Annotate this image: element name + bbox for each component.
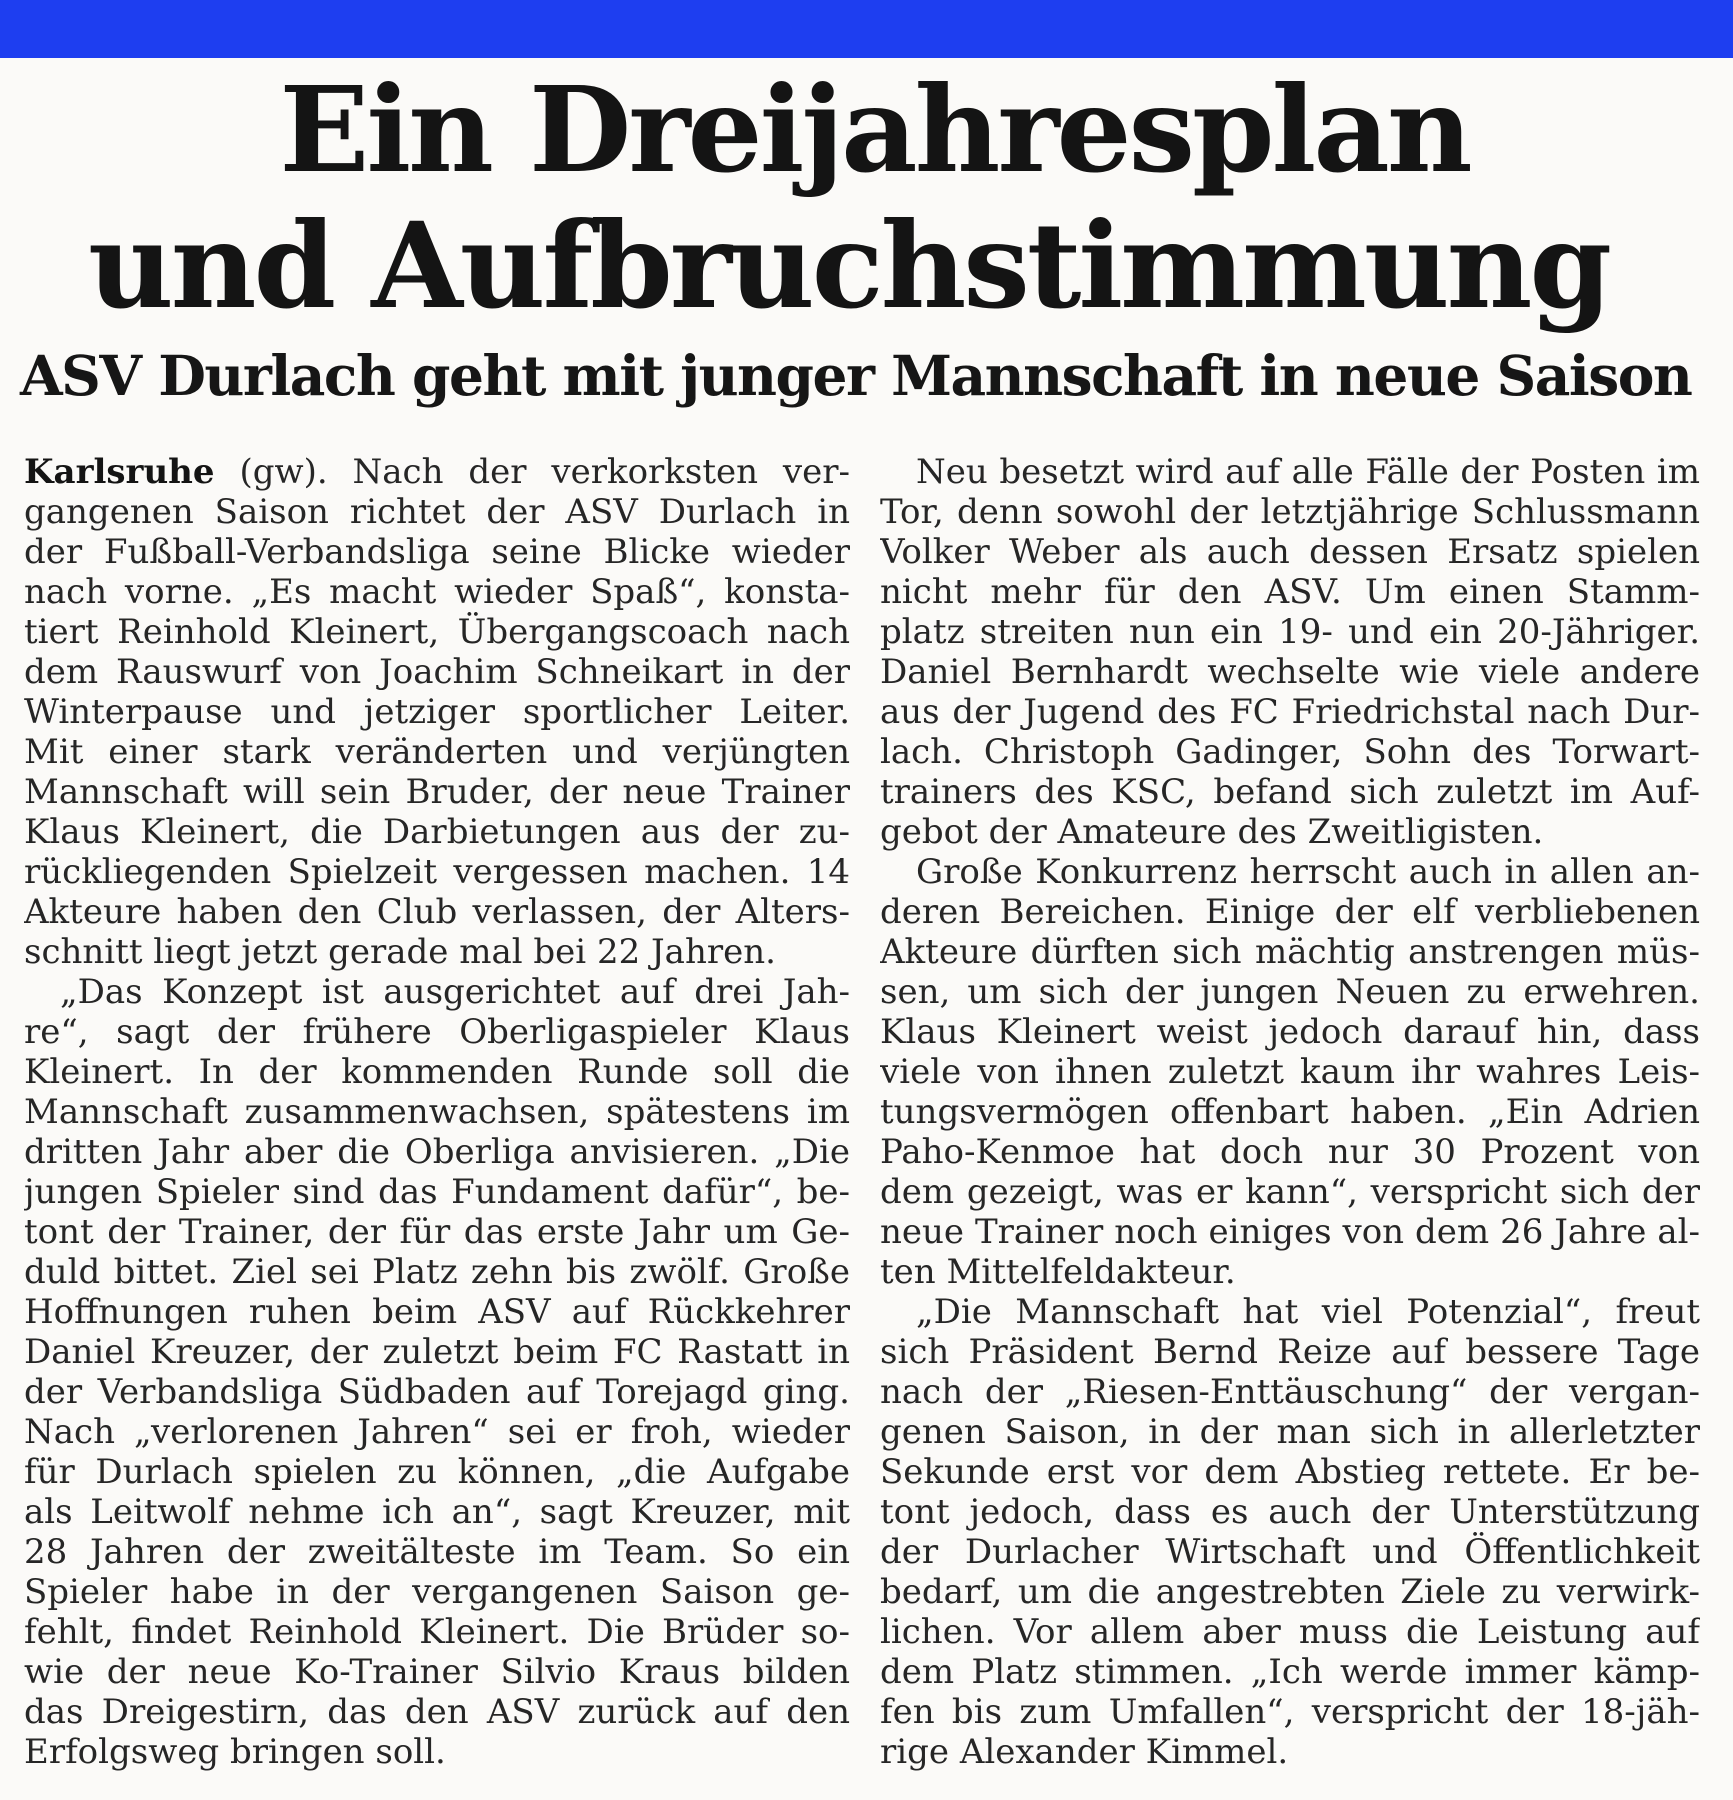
article-line: jungen Spieler sind das Fundament dafür“, be- <box>24 1172 850 1212</box>
article-line: trainers des KSC, befand sich zuletzt im Auf- <box>880 772 1700 812</box>
article-line: fen bis zum Umfallen“, verspricht der 18-jäh- <box>880 1692 1700 1732</box>
article-line: dem gezeigt, was er kann“, verspricht sich der <box>880 1172 1700 1212</box>
article-line: lach. Christoph Gadinger, Sohn des Torwart- <box>880 732 1700 772</box>
article-line: Tor, denn sowohl der letztjährige Schlussmann <box>880 492 1700 532</box>
article-line: „Die Mannschaft hat viel Potenzial“, freut <box>916 1292 1700 1332</box>
article-line: Kleinert. In der kommenden Runde soll die <box>24 1052 850 1092</box>
article-line: sich Präsident Bernd Reize auf bessere Tage <box>880 1332 1700 1372</box>
article-line: für Durlach spielen zu können, „die Aufgabe <box>24 1452 850 1492</box>
article-line: dem Rauswurf von Joachim Schneikart in der <box>24 652 850 692</box>
article-line: Mannschaft will sein Bruder, der neue Trainer <box>24 772 850 812</box>
article-line: fehlt, findet Reinhold Kleinert. Die Brüder so- <box>24 1612 850 1652</box>
article-line: gangenen Saison richtet der ASV Durlach in <box>24 492 850 532</box>
article-line: ten Mittelfeldakteur. <box>880 1252 1236 1292</box>
article-line: 28 Jahren der zweitälteste im Team. So ein <box>24 1532 850 1572</box>
top-color-bar <box>0 0 1733 58</box>
article-line: lichen. Vor allem aber muss die Leistung auf <box>880 1612 1700 1652</box>
article-line: duld bittet. Ziel sei Platz zehn bis zwölf. Große <box>24 1252 850 1292</box>
article-line-text: (gw). Nach der verkorksten ver- <box>239 452 850 492</box>
article-line: rige Alexander Kimmel. <box>880 1732 1289 1772</box>
article-line: Akteure haben den Club verlassen, der Alters- <box>24 892 850 932</box>
article-line: dem Platz stimmen. „Ich werde immer kämp- <box>880 1652 1700 1692</box>
article-line: gebot der Amateure des Zweitligisten. <box>880 812 1544 852</box>
article-line: rückliegenden Spielzeit vergessen machen. 14 <box>24 852 850 892</box>
article-line: neue Trainer noch einiges von dem 26 Jahre al- <box>880 1212 1700 1252</box>
article-line: Paho-Kenmoe hat doch nur 30 Prozent von <box>880 1132 1700 1172</box>
article-line: wie der neue Ko-Trainer Silvio Kraus bilden <box>24 1652 850 1692</box>
article-line: bedarf, um die angestrebten Ziele zu verwirk- <box>880 1572 1700 1612</box>
article-line: Akteure dürften sich mächtig anstrengen müs- <box>880 932 1700 972</box>
article-line: Mit einer stark veränderten und verjüngten <box>24 732 850 772</box>
subheadline: ASV Durlach geht mit junger Mannschaft in neue Saison <box>20 343 1692 408</box>
dateline: Karlsruhe <box>24 452 215 492</box>
article-line: deren Bereichen. Einige der elf verbliebenen <box>880 892 1700 932</box>
article-line: schnitt liegt jetzt gerade mal bei 22 Jahren. <box>24 932 776 972</box>
article-line: Neu besetzt wird auf alle Fälle der Posten im <box>916 452 1700 492</box>
article-line: der Verbandsliga Südbaden auf Torejagd ging. <box>24 1372 850 1412</box>
article-line: das Dreigestirn, das den ASV zurück auf den <box>24 1692 850 1732</box>
article-line: platz streiten nun ein 19- und ein 20-Jähriger. <box>880 612 1700 652</box>
article-line: Nach „verlorenen Jahren“ sei er froh, wieder <box>24 1412 850 1452</box>
article-line <box>24 452 850 492</box>
article-line: aus der Jugend des FC Friedrichstal nach Dur- <box>880 692 1700 732</box>
article-line: Daniel Bernhardt wechselte wie viele andere <box>880 652 1700 692</box>
article-line: nach der „Riesen-Enttäuschung“ der vergan- <box>880 1372 1700 1412</box>
article-line: Klaus Kleinert weist jedoch darauf hin, dass <box>880 1012 1700 1052</box>
article-line: tont der Trainer, der für das erste Jahr um Ge- <box>24 1212 850 1252</box>
article-line: Klaus Kleinert, die Darbietungen aus der zu- <box>24 812 850 852</box>
headline-line-2: und Aufbruchstimmung <box>88 196 1609 335</box>
article-line: „Das Konzept ist ausgerichtet auf drei Jah- <box>60 972 850 1012</box>
article-column-left <box>24 452 850 1772</box>
article-line: Volker Weber als auch dessen Ersatz spielen <box>880 532 1700 572</box>
article-line: nicht mehr für den ASV. Um einen Stamm- <box>880 572 1700 612</box>
article-line: Große Konkurrenz herrscht auch in allen an- <box>916 852 1700 892</box>
article-column-right <box>880 452 1700 1772</box>
article-line: dritten Jahr aber die Oberliga anvisieren. „Die <box>24 1132 850 1172</box>
article-line: Winterpause und jetziger sportlicher Leiter. <box>24 692 850 732</box>
article-line: der Fußball-Verbandsliga seine Blicke wieder <box>24 532 850 572</box>
article-line: tungsvermögen offenbart haben. „Ein Adrien <box>880 1092 1700 1132</box>
article-line: sen, um sich der jungen Neuen zu erwehren. <box>880 972 1700 1012</box>
article-line: re“, sagt der frühere Oberligaspieler Klaus <box>24 1012 850 1052</box>
article-line: Hoffnungen ruhen beim ASV auf Rückkehrer <box>24 1292 850 1332</box>
article-line: Daniel Kreuzer, der zuletzt beim FC Rastatt in <box>24 1332 850 1372</box>
article-line: nach vorne. „Es macht wieder Spaß“, konsta- <box>24 572 850 612</box>
article-line: genen Saison, in der man sich in allerletzter <box>880 1412 1700 1452</box>
article-line: tiert Reinhold Kleinert, Übergangscoach nach <box>24 612 850 652</box>
headline-line-1: Ein Dreijahresplan <box>279 60 1470 199</box>
article-line: Mannschaft zusammenwachsen, spätestens im <box>24 1092 850 1132</box>
article-line: viele von ihnen zuletzt kaum ihr wahres Leis- <box>880 1052 1700 1092</box>
article-line: als Leitwolf nehme ich an“, sagt Kreuzer, mit <box>24 1492 850 1532</box>
article-line: tont jedoch, dass es auch der Unterstützung <box>880 1492 1700 1532</box>
article-line: Spieler habe in der vergangenen Saison ge- <box>24 1572 850 1612</box>
article-line: Erfolgsweg bringen soll. <box>24 1732 446 1772</box>
article-line: der Durlacher Wirtschaft und Öffentlichkeit <box>880 1532 1700 1572</box>
article-line: Sekunde erst vor dem Abstieg rettete. Er be- <box>880 1452 1700 1492</box>
